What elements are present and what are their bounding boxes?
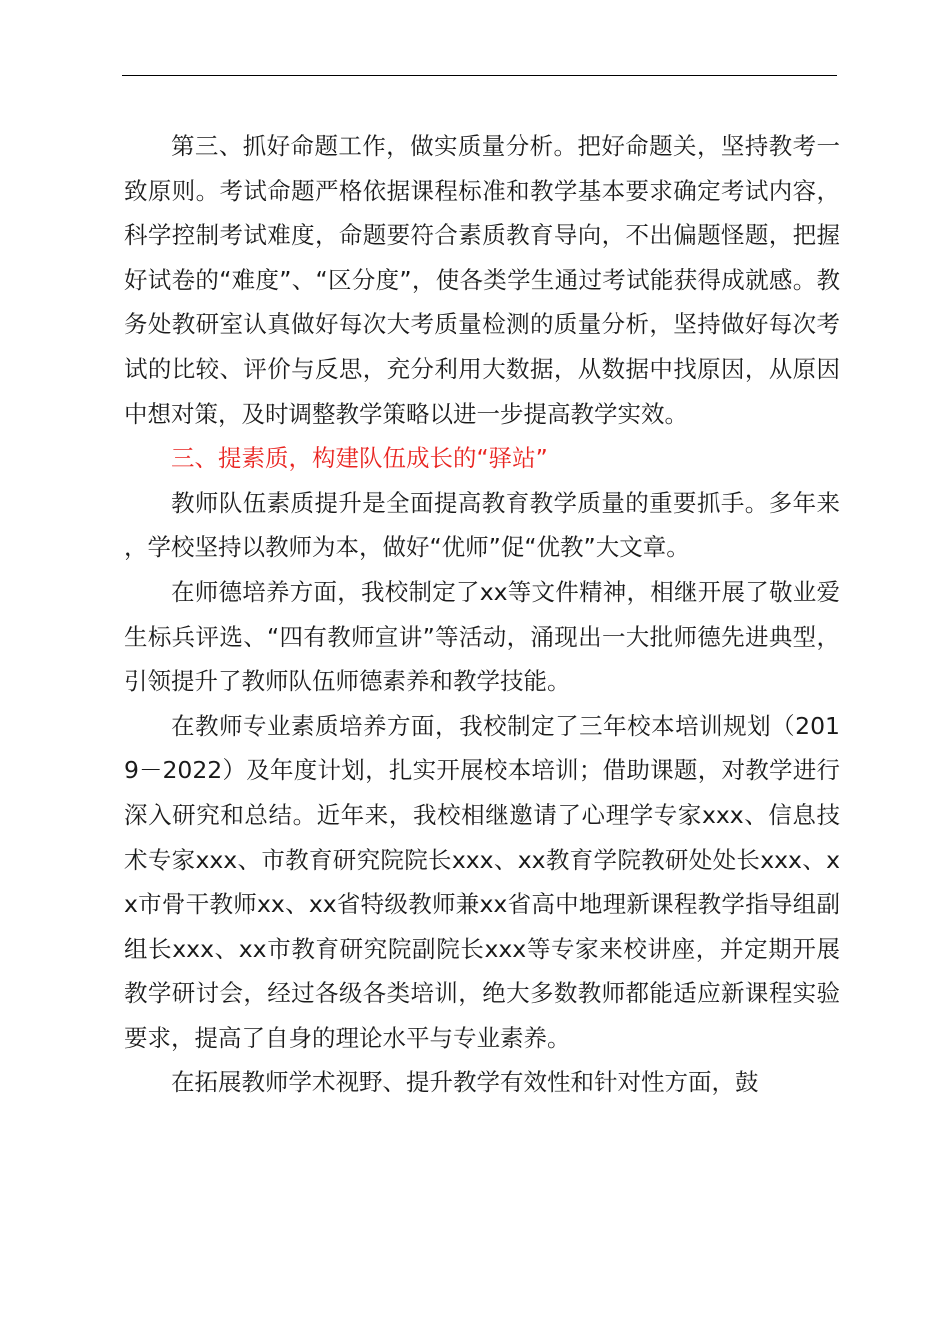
paragraph-teacher-ethics: 在师德培养方面，我校制定了xx等文件精神，相继开展了敬业爱生标兵评选、“四有教师宣讲”等活动，涌现出一大批师德先进典型，引领提升了教师队伍师德素养和教学技能。 <box>124 577 840 696</box>
section-heading-teacher-quality: 三、提素质，构建队伍成长的“驿站” <box>171 444 548 473</box>
paragraph-professional-training: 在教师专业素质培养方面，我校制定了三年校本培训规划（2019－2022）及年度计划，扎实开展校本培训；借助课题，对教学进行深入研究和总结。近年来，我校相继邀请了心理学专家xxx、信息技术专家xxx、市教育研究院院长xxx、xx教育学院教研处处长xxx、xx市骨干教师xx、xx省特级教师兼xx省高中地理新课程教学指导组副组长xxx、xx市教育研究院副院长xxx等专家来校讲座，并定期开展教学研讨会，经过各级各类培训，绝大多数教师都能适应新课程实验要求，提高了自身的理论水平与专业素养。 <box>124 711 840 1052</box>
document-body <box>124 124 840 1105</box>
header-rule <box>122 75 837 76</box>
paragraph-exam-quality: 第三、抓好命题工作，做实质量分析。把好命题关，坚持教考一致原则。考试命题严格依据课程标准和教学基本要求确定考试内容，科学控制考试难度，命题要符合素质教育导向，不出偏题怪题，把握好试卷的“难度”、“区分度”，使各类学生通过考试能获得成就感。教务处教研室认真做好每次大考质量检测的质量分析，坚持做好每次考试的比较、评价与反思，充分利用大数据，从数据中找原因，从原因中想对策，及时调整教学策略以进一步提高教学实效。 <box>124 132 840 428</box>
paragraph-academic-vision: 在拓展教师学术视野、提升教学有效性和针对性方面，鼓 <box>171 1068 759 1097</box>
paragraph-teacher-team: 教师队伍素质提升是全面提高教育教学质量的重要抓手。多年来，学校坚持以教师为本，做好“优师”促“优教”大文章。 <box>124 488 840 562</box>
